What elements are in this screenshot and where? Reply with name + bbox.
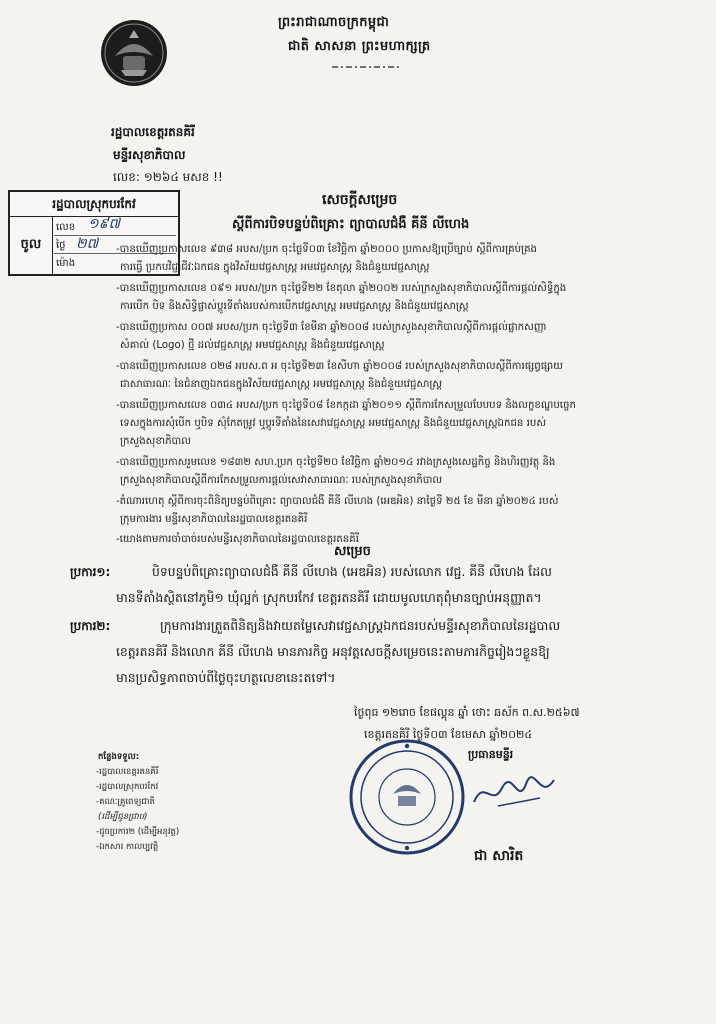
kingdom-header: ព្រះរាជាណាចក្រកម្ពុជា: [278, 15, 390, 30]
article-line: ខេត្តរតនគិរី និងលោក គីនី លីហេង មានភារកិច្ច អនុវត្តសេចក្តីសម្រេចនេះតាមភារកិច្ចរៀងៗខ្លួនឱ្យ: [116, 644, 550, 659]
visa-line: -បានឃើញប្រកាសលេខ ០៩១ អបស/ប្រក ចុះថ្ងៃទី២២ ខែតុលា ឆ្នាំ២០០២ របស់ក្រសួងសុខាភិបាលស្តីពីការផ្តល់សិទ្ធិក្នុង: [116, 283, 567, 294]
stamp-time-label: ម៉ោង: [56, 258, 76, 269]
lunar-date: ថ្ងៃពុធ ១២រោច ខែផល្គុន ឆ្នាំ ថោះ ឆស័ក ព.ស.២៥៦៧: [354, 706, 580, 719]
reference-number: លេខ: ១២៦៤ មសខ !!: [113, 170, 223, 184]
stamp-title: រដ្ឋបាលស្រុកបរកែវ: [10, 192, 178, 217]
visa-line: ការធ្វើ ប្រកបវិជ្ជាជីវៈឯកជន ក្នុងវិស័យវេជ្ជសាស្ត្រ អមវេជ្ជសាស្ត្រ និងជំនួយវេជ្ជសាស្ត្រ: [120, 262, 430, 273]
article-label: ប្រការ២:: [70, 619, 111, 633]
sender-department: មន្ទីរសុខាភិបាល: [113, 148, 186, 162]
signer-name: ជា សារិត: [474, 848, 524, 864]
stamp-incoming-label: ចូល: [10, 216, 53, 274]
header-ornament: [332, 64, 402, 70]
signature-icon: [470, 772, 560, 812]
article-label: ប្រការ១:: [70, 565, 111, 579]
ministry-emblem-icon: [99, 18, 169, 88]
national-motto: ជាតិ សាសនា ព្រះមហាក្សត្រ: [288, 39, 431, 54]
distribution-item: -ដូចប្រការ២ (ដើម្បីអនុវត្ត): [96, 827, 180, 837]
visa-line: ក្រុមការងារ មន្ទីរសុខាភិបាលនៃរដ្ឋបាលខេត្តរតនគិរី: [120, 514, 308, 525]
visa-line: ជាសាធារណៈ នៃជំនាញឯកជនក្នុងវិស័យវេជ្ជសាស្ត្រ អមវេជ្ជសាស្ត្រ និងជំនួយវេជ្ជសាស្ត្រ: [120, 379, 443, 390]
article-line: ក្រុមការងារត្រួតពិនិត្យនិងវាយតម្លៃសេវាវេជ្ជសាស្ត្រឯកជនរបស់មន្ទីរសុខាភិបាលនៃរដ្ឋបាល: [160, 618, 561, 633]
visa-line: -បានឃើញប្រកាសលេខ ០២៨ អបស.ព អ ចុះថ្ងៃទី២៣ ខែសីហា ឆ្នាំ២០០៨ របស់ក្រសួងសុខាភិបាលស្តីពីការផ្សព្វផ្សាយ: [116, 361, 563, 372]
stamp-date-value: ២៧: [76, 236, 99, 252]
visa-line: ក្រសួងសុខាភិបាល: [120, 436, 191, 447]
visa-line: -បានឃើញប្រកាសលេខ ៩៣៨ អបស/ប្រក ចុះថ្ងៃទី០៣ ខែវិច្ឆិកា ឆ្នាំ២០០០ ប្រកាសឱ្យប្រើច្បាប់ ស្តីពីការគ្រប់គ្រង: [116, 244, 538, 255]
signer-position: ប្រធានមន្ទីរ: [468, 748, 514, 761]
distribution-item: -រដ្ឋបាលស្រុកបរកែវ: [96, 782, 159, 792]
article-line: មានប្រសិទ្ធភាពចាប់ពីថ្ងៃចុះហត្ថលេខានេះតទៅ។: [116, 670, 336, 685]
visa-line: -យោងតាមការចាំបាច់របស់មន្ទីរសុខាភិបាលនៃរដ្ឋបាលខេត្តរតនគិរី: [116, 534, 359, 545]
stamp-number-label: លេខ: [56, 222, 76, 233]
visa-line: ទេសក្នុងការសុំបើក ឬបិទ សុំកែតម្រូវ ឬប្តូរទីតាំងនៃសេវាវេជ្ជសាស្ត្រ អមវេជ្ជសាស្ត្រ និងជំនួយវេជ្ជសាស្ត្រឯកជន របស់: [120, 418, 547, 429]
sender-admin: រដ្ឋបាលខេត្តរតនគិរី: [111, 125, 195, 139]
decide-heading: សម្រេច: [334, 544, 371, 559]
visa-line: -បានឃើញប្រកាសរួមលេខ ១៨៣២ សហ.ប្រក ចុះថ្ងៃទី២០ ខែវិច្ឆិកា ឆ្នាំ២០១៤ រវាងក្រសួងសេដ្ឋកិច្ច និងហិរញ្ញវត្ថុ និង: [116, 457, 556, 468]
distribution-item: -ឯកសារ កាលប្បវត្តិ: [96, 842, 159, 852]
distribution-item: (ដើម្បីជូនជ្រាប): [98, 812, 148, 822]
article-line: បិទបន្ទប់ពិគ្រោះព្យាបាលជំងឺ គីនី លីហេង (អេឌអិន) របស់លោក វេជ្ជ. គីនី លីហេង ដែល: [152, 564, 552, 579]
document-subject: ស្តីពីការបិទបន្ទប់ពិគ្រោះ ព្យាបាលជំងឺ គីនី លីហេង: [232, 217, 470, 232]
visa-line: -បានឃើញប្រកាសលេខ ០៣៤ អបស/ប្រក ចុះថ្ងៃទី០៨ ខែកក្កដា ឆ្នាំ២០១១ ស្តីពីការកែសម្រួលបែបបទ និងលក្ខខណ្ឌបច្ចេក: [116, 400, 576, 411]
visa-line: -តំណារហេតុ ស្តីពីការចុះពិនិត្យបន្ទប់ពិគ្រោះ ព្យាបាលជំងឺ គីនី លីហេង (អេឌអិន) នាថ្ងៃទី ២៥ ខែ មីនា ឆ្នាំ២០២៤ របស់: [116, 496, 559, 507]
solar-date: ខេត្តរតនគិរី ថ្ងៃទី០៣ ខែមេសា ឆ្នាំ២០២៤: [364, 728, 533, 741]
visa-line: -បានឃើញប្រកាស ០០៧ អបស/ប្រក ចុះថ្ងៃទី៣ ខែមីនា ឆ្នាំ២០០៨ របស់ក្រសួងសុខាភិបាលស្តីពីការផ្តល់ផ្លាកសញ្ញា: [116, 322, 547, 333]
visa-line: ការបើក បិទ និងសិទ្ធិផ្លាស់ប្តូរទីតាំងរបស់ការបើកវេជ្ជសាស្ត្រ អមវេជ្ជសាស្ត្រ និងជំនួយវេជ្ជសាស្ត្រ: [120, 301, 469, 312]
distribution-item: -គណៈគ្រូពេទ្យជាតិ: [96, 797, 155, 807]
distribution-item: -រដ្ឋបាលខេត្តរតនគិរី: [96, 767, 159, 777]
article-line: មានទីតាំងស្ថិតនៅភូមិ១ ឃុំល្អក់ ស្រុកបរកែវ ខេត្តរតនគិរី ដោយមូលហេតុពុំមានច្បាប់អនុញ្ញាត។: [116, 590, 542, 605]
visa-line: សំគាល់ (Logo) ថ្មី ដល់វេជ្ជសាស្ត្រ អមវេជ្ជសាស្ត្រ និងជំនួយវេជ្ជសាស្ត្រ: [120, 340, 385, 351]
distribution-heading: កន្លែងទទួល:: [98, 752, 140, 762]
stamp-number-value: ១៩៧: [88, 216, 120, 232]
stamp-date-label: ថ្ងៃ: [56, 240, 66, 251]
visa-line: ក្រសួងសុខាភិបាលស្តីពីការកែសម្រួលការផ្តល់សេវាសាធារណៈ របស់ក្រសួងសុខាភិបាល: [120, 475, 443, 486]
official-seal-icon: [348, 738, 466, 856]
document-title: សេចក្តីសម្រេច: [322, 192, 398, 208]
